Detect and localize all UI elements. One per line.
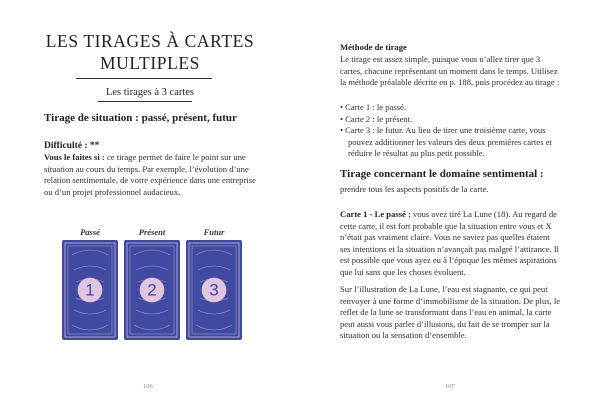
card-label-future: Futur — [203, 227, 225, 237]
moon-paragraph: Sur l’illustration de La Lune, l’eau est stagnante, ce qui peut renvoyer à une forme d’immobilisme de la situation. De plus, le reflet de la lune se transformant dans l’eau en animal, la carte peut aussi vous parler d’illusions, du fait de se tromper sur la situation ou la sensation d’ensemble. — [340, 284, 561, 341]
card-label-past: Passé — [80, 227, 100, 237]
card1-text: vous avez tiré La Lune (18). Au regard de cette carte, il est fort probable que la situation entre vous et X n’était pas vraiment claire. Vous ne saviez pas quelles étaient ses intentions et la situation n’avançait pas malgré l’attirance. Il est possible que vous ayez eu à l’époque les mêmes aspirations que lui sans que les choses évoluent. — [340, 209, 560, 277]
page-number-left: 106 — [143, 383, 153, 390]
chapter-subtitle: Les tirages à 3 cartes — [105, 87, 195, 98]
chapter-title-line-2: MULTIPLES — [99, 53, 201, 73]
tarot-card-1 — [62, 240, 118, 340]
card1-lead: Carte 1 - Le passé : — [340, 209, 411, 219]
card-number: 2 — [147, 280, 157, 300]
chapter-title — [0, 30, 300, 74]
page-number-right: 107 — [445, 383, 455, 390]
intro-lead: Vous le faites si : — [44, 152, 105, 162]
sentimental-subheading: prendre tous les aspects positifs de la carte. — [340, 184, 489, 194]
method-paragraph: Le tirage est assez simple, puisque vous n’allez tirer que 3 cartes, chacune représentant un moment dans le temps. Utilisez la méthode préalable décrite en p. 188, puis procédez au tirage : — [340, 54, 560, 88]
list-item: • Carte 1 : le passé. — [340, 102, 407, 112]
intro-paragraph — [44, 152, 266, 198]
tarot-card-3 — [186, 240, 242, 340]
tarot-card-2 — [124, 240, 180, 340]
card-number: 1 — [85, 280, 95, 300]
title-divider — [76, 78, 212, 79]
card-label-present: Présent — [138, 227, 166, 237]
section-heading: Tirage de situation : passé, présent, futur — [44, 112, 237, 124]
sentimental-heading: Tirage concernant le domaine sentimental : — [340, 168, 544, 180]
card-position-list — [340, 102, 562, 160]
chapter-title-line-1: LES TIRAGES À CARTES — [45, 31, 255, 51]
subtitle-divider — [98, 101, 192, 102]
card-number: 3 — [209, 280, 219, 300]
list-item: • Carte 2 : le présent. — [340, 113, 413, 124]
intro-text: ce tirage permet de faire le point sur une situation au cours du temps. Par exemple, l’évolution d’une relation sentimentale, de votre expérience dans une entreprise ou d’un projet professionnel audacieux. — [44, 152, 256, 197]
card1-paragraph — [340, 209, 562, 279]
difficulty-rating: Difficulté : ** — [44, 141, 100, 151]
method-heading: Méthode de tirage — [340, 42, 407, 52]
list-item: • Carte 3 : le futur. Au lieu de tirer une troisième carte, vous pouvez additionner les valeurs des deux premières cartes et réduire le résultat au plus petit possible. — [340, 125, 552, 159]
